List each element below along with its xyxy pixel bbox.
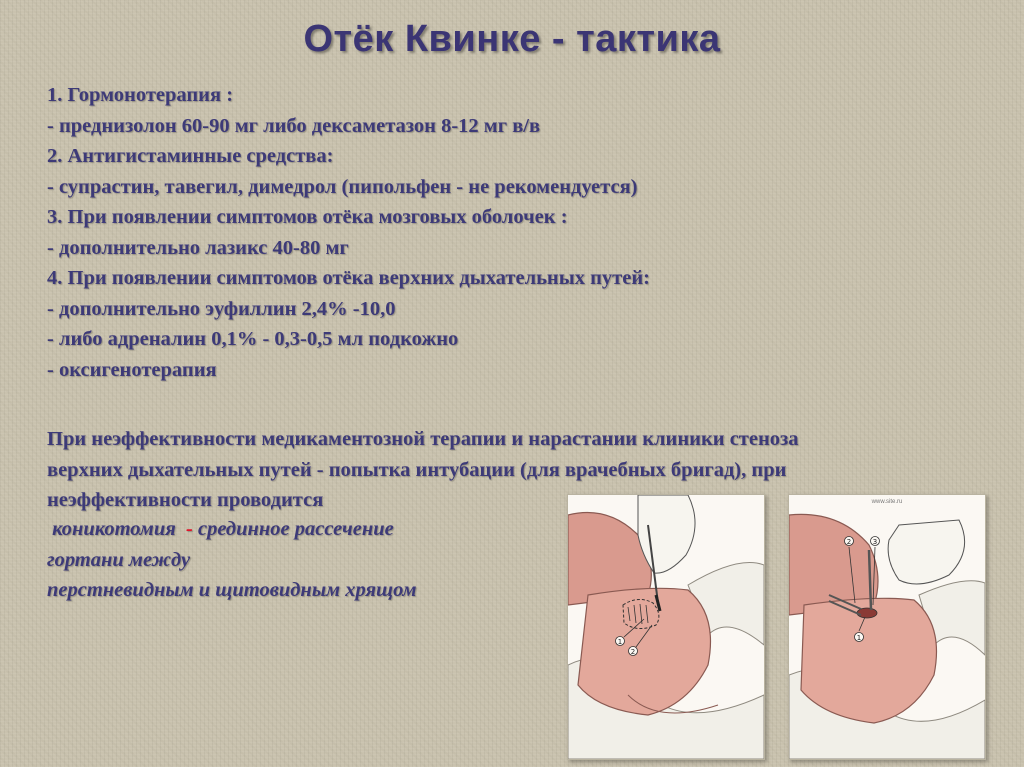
figure-label: 1 — [617, 638, 623, 646]
list-line: 4. При появлении симптомов отёка верхних дыхательных путей: — [47, 267, 650, 289]
conicotomy-term: коникотомия — [52, 518, 176, 540]
list-line: - либо адреналин 0,1% - 0,3-0,5 мл подкожно — [47, 328, 459, 350]
page-title: Отёк Квинке - тактика — [303, 18, 721, 60]
conicotomy-line — [47, 514, 417, 545]
figure-label: 3 — [872, 538, 878, 546]
figure-label: 2 — [846, 538, 852, 546]
conicotomy-illustration-1 — [567, 494, 765, 760]
list-line: 2. Антигистаминные средства: — [47, 145, 334, 167]
treatment-list — [47, 80, 1007, 385]
list-line: 3. При появлении симптомов отёка мозговых оболочек : — [47, 206, 568, 228]
paragraph-line: При неэффективности медикаментозной терапии и нарастании клиники стеноза — [47, 428, 799, 450]
list-line: - преднизолон 60-90 мг либо дексаметазон 8-12 мг в/в — [47, 114, 541, 137]
conicotomy-dash: - — [186, 518, 193, 540]
list-line: - оксигенотерапия — [47, 358, 217, 381]
conicotomy-rest: срединное рассечение — [197, 518, 394, 540]
figure-watermark: www.site.ru — [871, 499, 903, 505]
list-line: 1. Гормонотерапия : — [47, 84, 234, 106]
conicotomy-line-2: гортани между — [47, 548, 191, 571]
list-line: - дополнительно эуфиллин 2,4% -10,0 — [47, 297, 396, 320]
paragraph-line: верхних дыхательных путей - попытка интубации (для врачебных бригад), при — [47, 458, 787, 481]
paragraph-line: неэффективности проводится — [47, 489, 324, 511]
list-line: - супрастин, тавегил, димедрол (пипольфен - не рекомендуется) — [47, 175, 638, 198]
list-line: - дополнительно лазикс 40-80 мг — [47, 236, 349, 259]
conicotomy-line-3: перстневидным и щитовидным хрящом — [47, 579, 417, 601]
figure-label: 1 — [856, 634, 862, 642]
conicotomy-definition — [47, 514, 417, 606]
figure-label: 2 — [630, 648, 636, 656]
conicotomy-illustration-2 — [788, 494, 986, 760]
